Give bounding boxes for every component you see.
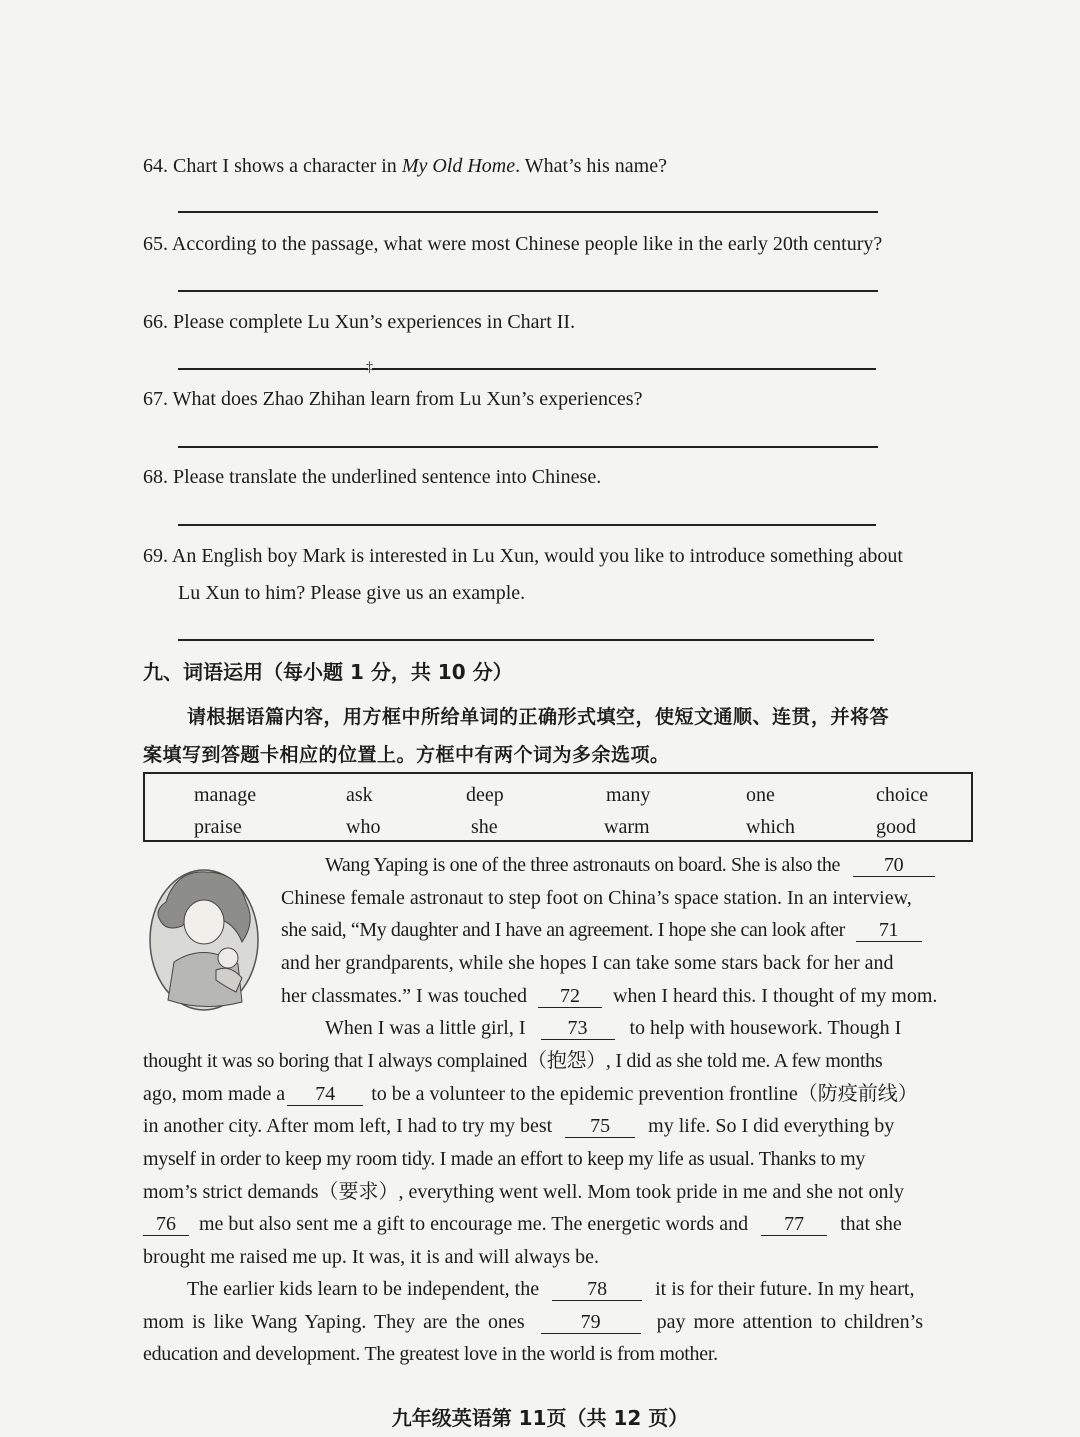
passage-line: mom’s strict demands（要求）, everything went well. Mom took pride in me and she not only: [143, 1181, 905, 1203]
answer-line-65[interactable]: [178, 290, 878, 292]
passage-text: my life. So I did everything by: [648, 1115, 895, 1137]
word-option: warm: [604, 816, 650, 838]
passage-line: [325, 1012, 901, 1044]
passage-line: [325, 849, 935, 881]
answer-line-66a[interactable]: [178, 368, 368, 370]
question-number: 68.: [143, 466, 168, 488]
answer-line-66b[interactable]: [372, 368, 876, 370]
question-text: Please complete Lu Xun’s experiences in Chart II.: [173, 311, 576, 333]
word-option: praise: [194, 816, 242, 838]
question-text: What does Zhao Zhihan learn from Lu Xun’s experiences?: [172, 388, 643, 410]
passage-text: mom is like Wang Yaping. They are the ones: [143, 1311, 525, 1333]
passage-line: Chinese female astronaut to step foot on China’s space station. In an interview,: [281, 887, 912, 909]
question-number: 65.: [143, 233, 168, 255]
passage-text: When I was a little girl, I: [325, 1017, 526, 1039]
word-option: manage: [194, 784, 257, 806]
blank-76[interactable]: 76: [143, 1213, 189, 1236]
word-option: choice: [876, 784, 929, 806]
answer-line-68[interactable]: [178, 524, 876, 526]
passage-text: ago, mom made a: [143, 1083, 286, 1105]
passage-line: myself in order to keep my room tidy. I made an effort to keep my life as usual. Thanks to my: [143, 1148, 866, 1170]
tick-mark: ‡: [366, 360, 373, 375]
question-number: 69.: [143, 545, 168, 567]
word-option: ask: [346, 784, 373, 806]
section-title: 九、词语运用（每小题 1 分，共 10 分）: [143, 660, 513, 684]
answer-line-67[interactable]: [178, 446, 878, 448]
question-number: 64.: [143, 155, 168, 177]
passage-text: me but also sent me a gift to encourage me. The energetic words and: [199, 1213, 749, 1235]
blank-70[interactable]: 70: [853, 854, 935, 877]
blank-71[interactable]: 71: [856, 919, 922, 942]
question-text: An English boy Mark is interested in Lu Xun, would you like to introduce something about: [171, 545, 903, 567]
word-option: deep: [466, 784, 504, 806]
passage-line: education and development. The greatest love in the world is from mother.: [143, 1343, 718, 1365]
question-65: [143, 226, 882, 262]
passage-line: [143, 1078, 918, 1110]
question-text-end: . What’s his name?: [515, 155, 667, 177]
passage-line: and her grandparents, while she hopes I can take some stars back for her and: [281, 952, 894, 974]
passage-line: [281, 914, 922, 946]
instruction-line-2: 案填写到答题卡相应的位置上。方框中有两个词为多余选项。: [143, 744, 670, 766]
word-option: which: [746, 816, 795, 838]
passage-text: The earlier kids learn to be independent, the: [187, 1278, 540, 1300]
passage-text: to be a volunteer to the epidemic prevention frontline（防疫前线）: [371, 1083, 918, 1105]
question-64: [143, 148, 667, 184]
passage-text: when I heard this. I thought of my mom.: [613, 985, 938, 1007]
blank-75[interactable]: 75: [565, 1115, 635, 1138]
answer-line-64[interactable]: [178, 211, 878, 213]
passage-line: [143, 1110, 894, 1142]
passage-line: [143, 1306, 923, 1338]
word-box: [143, 772, 973, 842]
question-number: 67.: [143, 388, 168, 410]
word-option: she: [471, 816, 498, 838]
word-option: who: [346, 816, 381, 838]
blank-78[interactable]: 78: [552, 1278, 642, 1301]
mother-child-illustration: [146, 862, 264, 1018]
blank-74[interactable]: 74: [287, 1083, 363, 1106]
passage-text: her classmates.” I was touched: [281, 985, 528, 1007]
question-69-line2: Lu Xun to him? Please give us an example.: [178, 582, 526, 604]
passage-text: in another city. After mom left, I had to try my best: [143, 1115, 553, 1137]
passage-text: that she: [840, 1213, 902, 1235]
word-option: good: [876, 816, 916, 838]
passage-line: brought me raised me up. It was, it is and will always be.: [143, 1246, 600, 1268]
question-text: Chart I shows a character in: [173, 155, 402, 177]
passage-line: [281, 980, 937, 1012]
blank-73[interactable]: 73: [541, 1017, 615, 1040]
passage-text: Wang Yaping is one of the three astronauts on board. She is also the: [325, 854, 840, 876]
passage-line: [143, 1208, 902, 1240]
question-text: Please translate the underlined sentence into Chinese.: [173, 466, 602, 488]
passage-text: it is for their future. In my heart,: [655, 1278, 915, 1300]
blank-72[interactable]: 72: [538, 985, 602, 1008]
passage-line: thought it was so boring that I always complained（抱怨）, I did as she told me. A few months: [143, 1050, 883, 1072]
passage-line: [187, 1273, 914, 1305]
page-footer: 九年级英语第 11页（共 12 页）: [391, 1406, 689, 1430]
passage-text: she said, “My daughter and I have an agreement. I hope she can look after: [281, 919, 845, 941]
answer-line-69[interactable]: [178, 639, 874, 641]
word-option: many: [606, 784, 651, 806]
passage-text: to help with housework. Though I: [629, 1017, 902, 1039]
instruction-line-1: 请根据语篇内容，用方框中所给单词的正确形式填空，使短文通顺、连贯，并将答: [187, 706, 890, 728]
blank-79[interactable]: 79: [541, 1311, 641, 1334]
blank-77[interactable]: 77: [761, 1213, 827, 1236]
question-69: [143, 538, 903, 574]
question-text: According to the passage, what were most Chinese people like in the early 20th century?: [171, 233, 883, 255]
word-option: one: [746, 784, 775, 806]
question-number: 66.: [143, 311, 168, 333]
question-68: [143, 459, 601, 495]
question-67: [143, 381, 642, 417]
passage-text: pay more attention to children’s: [656, 1311, 923, 1333]
book-title: My Old Home: [401, 155, 516, 177]
question-66: [143, 304, 575, 340]
